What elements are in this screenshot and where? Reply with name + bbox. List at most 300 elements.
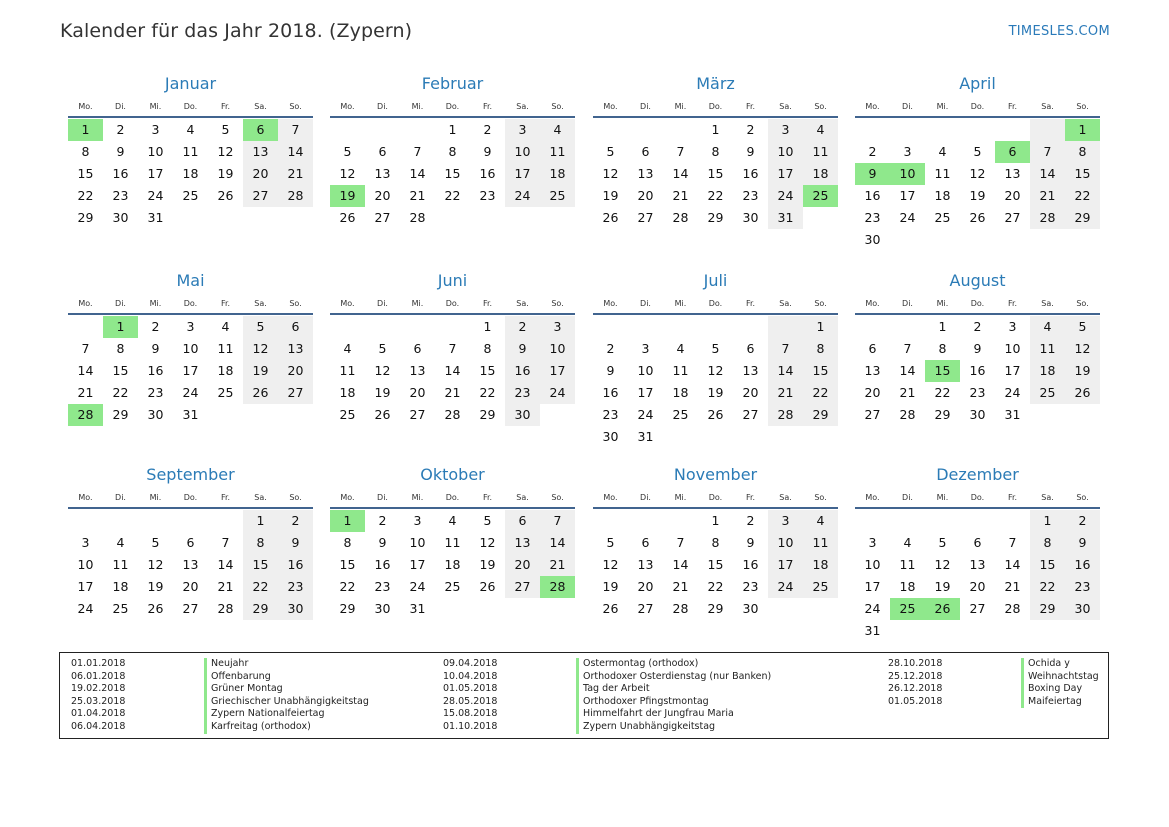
- empty-day-cell: [698, 316, 733, 338]
- day-cell: 25: [1030, 382, 1065, 404]
- empty-day-cell: [995, 229, 1030, 251]
- day-cell: 24: [768, 185, 803, 207]
- weekday-label: So.: [1076, 492, 1089, 502]
- day-cell: 19: [217, 166, 234, 181]
- day-cell: 17: [147, 166, 164, 181]
- day-cell: 3: [413, 513, 422, 528]
- weekday-label: Do.: [445, 298, 460, 308]
- empty-day-cell: [208, 510, 243, 532]
- day-cell: 6: [505, 510, 540, 532]
- week-row: [593, 554, 838, 576]
- day-cell: 17: [505, 163, 540, 185]
- empty-day-cell: [470, 598, 505, 620]
- empty-day-cell: [593, 316, 628, 338]
- day-cell: 13: [637, 166, 654, 181]
- day-cell: 16: [969, 363, 986, 378]
- empty-day-cell: [1065, 404, 1100, 426]
- day-cell: 14: [278, 141, 313, 163]
- day-cell: 31: [1004, 407, 1021, 422]
- day-cell: 2: [378, 513, 387, 528]
- day-cell: 14: [409, 166, 426, 181]
- weekday-label: Di.: [115, 101, 126, 111]
- weekday-label: Mo.: [603, 101, 618, 111]
- day-cell: 10: [890, 163, 925, 185]
- day-cell: 10: [77, 557, 94, 572]
- day-cell: 4: [116, 535, 125, 550]
- empty-day-cell: [960, 229, 995, 251]
- weekday-label: Di.: [902, 298, 913, 308]
- day-cell: 31: [768, 207, 803, 229]
- holiday-date: 15.08.2018: [443, 708, 498, 720]
- month-title: September: [146, 465, 235, 484]
- week-row: [68, 338, 313, 360]
- day-cell: 12: [1065, 338, 1100, 360]
- legend-row: [443, 721, 771, 734]
- weekday-label: Do.: [970, 101, 985, 111]
- week-row: [593, 163, 838, 185]
- day-cell: 17: [637, 385, 654, 400]
- day-cell: 13: [278, 338, 313, 360]
- weekday-label: Mo.: [340, 101, 355, 111]
- day-cell: 14: [444, 363, 461, 378]
- weekday-label: Mi.: [674, 298, 687, 308]
- day-cell: 6: [243, 119, 278, 141]
- weekday-label: Sa.: [516, 492, 529, 502]
- empty-day-cell: [698, 426, 733, 448]
- holiday-name: Ochida y: [1021, 658, 1070, 671]
- day-cell: 16: [864, 188, 881, 203]
- weekday-label: Fr.: [1007, 101, 1018, 111]
- empty-day-cell: [855, 510, 890, 532]
- day-cell: 8: [483, 341, 492, 356]
- day-cell: 15: [112, 363, 129, 378]
- day-cell: 1: [103, 316, 138, 338]
- day-cell: 10: [768, 532, 803, 554]
- week-row: [330, 510, 575, 532]
- day-cell: 5: [151, 535, 160, 550]
- day-cell: 15: [925, 360, 960, 382]
- week-row: [855, 207, 1100, 229]
- weekday-label: Sa.: [254, 492, 267, 502]
- day-cell: 2: [505, 316, 540, 338]
- day-cell: 21: [1004, 579, 1021, 594]
- day-cell: 21: [1030, 185, 1065, 207]
- empty-day-cell: [995, 119, 1030, 141]
- month-title: Juli: [703, 271, 728, 290]
- day-cell: 30: [742, 210, 759, 225]
- holiday-date: 28.05.2018: [443, 695, 498, 707]
- day-cell: 26: [243, 382, 278, 404]
- day-cell: 24: [77, 601, 94, 616]
- holiday-name: Orthodoxer Pfingstmontag: [576, 696, 709, 709]
- weekday-label: Mi.: [411, 492, 424, 502]
- empty-day-cell: [435, 316, 470, 338]
- week-row: [593, 576, 838, 598]
- day-cell: 17: [899, 188, 916, 203]
- week-row: [593, 598, 838, 620]
- day-cell: 19: [602, 579, 619, 594]
- legend-row: [71, 658, 369, 671]
- day-cell: 12: [602, 166, 619, 181]
- day-cell: 30: [505, 404, 540, 426]
- empty-day-cell: [278, 404, 313, 426]
- day-cell: 6: [746, 341, 755, 356]
- day-cell: 16: [479, 166, 496, 181]
- weekday-header: [855, 295, 1100, 311]
- day-cell: 15: [1065, 163, 1100, 185]
- day-cell: 9: [973, 341, 982, 356]
- weekday-label: Sa.: [516, 298, 529, 308]
- brand-link[interactable]: TIMESLES.COM: [1008, 24, 1110, 39]
- day-cell: 24: [409, 579, 426, 594]
- day-cell: 10: [182, 341, 199, 356]
- day-cell: 12: [147, 557, 164, 572]
- empty-day-cell: [768, 598, 803, 620]
- day-cell: 13: [409, 363, 426, 378]
- month-title: November: [673, 465, 758, 484]
- empty-day-cell: [505, 207, 540, 229]
- week-row: [330, 532, 575, 554]
- day-cell: 25: [217, 385, 234, 400]
- day-cell: 28: [1030, 207, 1065, 229]
- weekday-label: Di.: [115, 298, 126, 308]
- day-cell: 17: [540, 360, 575, 382]
- day-cell: 14: [672, 557, 689, 572]
- week-row: [855, 404, 1100, 426]
- weekday-label: Sa.: [779, 101, 792, 111]
- month-12: [855, 463, 1100, 642]
- day-cell: 29: [479, 407, 496, 422]
- empty-day-cell: [890, 510, 925, 532]
- week-row: [855, 532, 1100, 554]
- day-cell: 18: [803, 163, 838, 185]
- empty-day-cell: [663, 119, 698, 141]
- day-cell: 26: [602, 601, 619, 616]
- day-cell: 8: [81, 144, 90, 159]
- week-row: [855, 554, 1100, 576]
- day-cell: 11: [1030, 338, 1065, 360]
- weekday-label: Di.: [640, 298, 651, 308]
- day-cell: 24: [864, 601, 881, 616]
- weekday-label: Do.: [445, 101, 460, 111]
- legend-row: [888, 671, 1099, 684]
- week-row: [68, 554, 313, 576]
- month-7: [593, 269, 838, 448]
- weekday-header: [330, 98, 575, 114]
- day-cell: 12: [934, 557, 951, 572]
- day-cell: 3: [505, 119, 540, 141]
- empty-day-cell: [803, 207, 838, 229]
- weekday-label: So.: [1076, 101, 1089, 111]
- day-cell: 6: [641, 144, 650, 159]
- weekday-header: [68, 98, 313, 114]
- day-cell: 21: [409, 188, 426, 203]
- day-cell: 11: [803, 532, 838, 554]
- day-cell: 10: [147, 144, 164, 159]
- empty-day-cell: [243, 404, 278, 426]
- day-cell: 6: [641, 535, 650, 550]
- day-cell: 5: [221, 122, 230, 137]
- holiday-date: 26.12.2018: [888, 683, 943, 695]
- day-cell: 8: [1065, 141, 1100, 163]
- day-cell: 4: [803, 119, 838, 141]
- day-cell: 15: [1030, 554, 1065, 576]
- day-cell: 29: [1030, 598, 1065, 620]
- holiday-date: 01.05.2018: [443, 683, 498, 695]
- day-cell: 11: [934, 166, 951, 181]
- month-10: [330, 463, 575, 620]
- week-row: [593, 141, 838, 163]
- day-cell: 4: [540, 119, 575, 141]
- day-cell: 1: [711, 513, 720, 528]
- day-cell: 18: [934, 188, 951, 203]
- day-cell: 23: [505, 382, 540, 404]
- day-cell: 9: [746, 144, 755, 159]
- day-cell: 14: [217, 557, 234, 572]
- week-row: [593, 510, 838, 532]
- day-cell: 5: [711, 341, 720, 356]
- weekday-label: Do.: [183, 101, 198, 111]
- weekday-label: Sa.: [254, 101, 267, 111]
- week-row: [855, 185, 1100, 207]
- day-cell: 1: [1030, 510, 1065, 532]
- week-row: [68, 360, 313, 382]
- empty-day-cell: [995, 620, 1030, 642]
- holiday-name: Zypern Nationalfeiertag: [204, 708, 325, 721]
- empty-day-cell: [1065, 620, 1100, 642]
- holiday-name: Maifeiertag: [1021, 696, 1082, 709]
- weekday-label: Mi.: [149, 492, 162, 502]
- day-cell: 20: [864, 385, 881, 400]
- day-cell: 27: [374, 210, 391, 225]
- day-cell: 27: [243, 185, 278, 207]
- legend-row: [71, 683, 369, 696]
- day-cell: 27: [505, 576, 540, 598]
- weekday-label: Fr.: [482, 101, 493, 111]
- week-row: [330, 598, 575, 620]
- day-cell: 13: [505, 532, 540, 554]
- weekday-label: Do.: [970, 298, 985, 308]
- empty-day-cell: [733, 426, 768, 448]
- day-cell: 27: [409, 407, 426, 422]
- day-cell: 17: [409, 557, 426, 572]
- weekday-label: Mi.: [149, 101, 162, 111]
- weekday-label: Di.: [902, 101, 913, 111]
- day-cell: 31: [409, 601, 426, 616]
- weekday-label: Sa.: [1041, 298, 1054, 308]
- day-cell: 15: [339, 557, 356, 572]
- day-cell: 23: [602, 407, 619, 422]
- day-cell: 4: [938, 144, 947, 159]
- day-cell: 19: [602, 188, 619, 203]
- header-rule: [330, 116, 575, 118]
- week-row: [68, 532, 313, 554]
- empty-day-cell: [960, 620, 995, 642]
- day-cell: 21: [217, 579, 234, 594]
- weekday-label: Fr.: [745, 492, 756, 502]
- day-cell: 20: [637, 579, 654, 594]
- day-cell: 29: [707, 601, 724, 616]
- day-cell: 18: [112, 579, 129, 594]
- day-cell: 22: [77, 188, 94, 203]
- day-cell: 2: [1065, 510, 1100, 532]
- day-cell: 5: [343, 144, 352, 159]
- month-4: [855, 72, 1100, 251]
- empty-day-cell: [628, 316, 663, 338]
- empty-day-cell: [733, 316, 768, 338]
- day-cell: 19: [1065, 360, 1100, 382]
- day-cell: 8: [803, 338, 838, 360]
- weekday-label: Fr.: [745, 298, 756, 308]
- day-cell: 18: [217, 363, 234, 378]
- day-cell: 29: [803, 404, 838, 426]
- day-cell: 30: [1065, 598, 1100, 620]
- month-title: März: [696, 74, 735, 93]
- empty-day-cell: [103, 510, 138, 532]
- empty-day-cell: [330, 316, 365, 338]
- weekday-label: Sa.: [1041, 101, 1054, 111]
- weekday-label: So.: [814, 101, 827, 111]
- day-cell: 4: [903, 535, 912, 550]
- holiday-name: Weihnachtstag: [1021, 671, 1099, 684]
- empty-day-cell: [173, 207, 208, 229]
- day-cell: 20: [182, 579, 199, 594]
- weekday-label: Mo.: [865, 492, 880, 502]
- holiday-name: Boxing Day: [1021, 683, 1082, 696]
- day-cell: 7: [221, 535, 230, 550]
- weekday-label: Fr.: [1007, 298, 1018, 308]
- day-cell: 19: [479, 557, 496, 572]
- day-cell: 25: [890, 598, 925, 620]
- day-cell: 15: [803, 360, 838, 382]
- day-cell: 26: [479, 579, 496, 594]
- week-row: [68, 576, 313, 598]
- weekday-header: [593, 489, 838, 505]
- day-cell: 1: [938, 319, 947, 334]
- day-cell: 5: [378, 341, 387, 356]
- day-cell: 7: [448, 341, 457, 356]
- day-cell: 19: [243, 360, 278, 382]
- day-cell: 3: [641, 341, 650, 356]
- day-cell: 24: [899, 210, 916, 225]
- day-cell: 3: [868, 535, 877, 550]
- empty-day-cell: [663, 426, 698, 448]
- day-cell: 14: [540, 532, 575, 554]
- empty-day-cell: [855, 316, 890, 338]
- weekday-label: Mo.: [603, 298, 618, 308]
- week-row: [330, 360, 575, 382]
- day-cell: 1: [483, 319, 492, 334]
- week-row: [593, 119, 838, 141]
- day-cell: 16: [112, 166, 129, 181]
- day-cell: 9: [378, 535, 387, 550]
- holiday-date: 01.01.2018: [71, 658, 126, 669]
- week-row: [855, 229, 1100, 251]
- day-cell: 18: [672, 385, 689, 400]
- day-cell: 2: [973, 319, 982, 334]
- weekday-label: Mo.: [603, 492, 618, 502]
- legend-row: [443, 671, 771, 684]
- day-cell: 7: [903, 341, 912, 356]
- day-cell: 28: [1004, 601, 1021, 616]
- day-cell: 16: [742, 557, 759, 572]
- day-cell: 9: [606, 363, 615, 378]
- day-cell: 20: [969, 579, 986, 594]
- day-cell: 26: [1065, 382, 1100, 404]
- day-cell: 7: [413, 144, 422, 159]
- day-cell: 15: [77, 166, 94, 181]
- day-cell: 20: [1004, 188, 1021, 203]
- day-cell: 19: [147, 579, 164, 594]
- weekday-label: Di.: [640, 101, 651, 111]
- day-cell: 22: [243, 576, 278, 598]
- weekday-label: Mi.: [411, 101, 424, 111]
- empty-day-cell: [925, 119, 960, 141]
- day-cell: 5: [973, 144, 982, 159]
- day-cell: 17: [77, 579, 94, 594]
- header-rule: [330, 507, 575, 509]
- weekday-header: [855, 98, 1100, 114]
- day-cell: 13: [182, 557, 199, 572]
- day-cell: 25: [112, 601, 129, 616]
- weekday-label: So.: [551, 101, 564, 111]
- day-cell: 25: [934, 210, 951, 225]
- day-cell: 15: [707, 166, 724, 181]
- day-cell: 19: [934, 579, 951, 594]
- day-cell: 11: [112, 557, 129, 572]
- day-cell: 27: [278, 382, 313, 404]
- day-cell: 9: [151, 341, 160, 356]
- day-cell: 12: [217, 144, 234, 159]
- week-row: [330, 316, 575, 338]
- day-cell: 11: [803, 141, 838, 163]
- day-cell: 23: [742, 579, 759, 594]
- day-cell: 13: [969, 557, 986, 572]
- week-row: [68, 141, 313, 163]
- day-cell: 12: [243, 338, 278, 360]
- weekday-label: Fr.: [1007, 492, 1018, 502]
- day-cell: 26: [374, 407, 391, 422]
- day-cell: 9: [505, 338, 540, 360]
- weekday-label: Sa.: [779, 492, 792, 502]
- day-cell: 14: [768, 360, 803, 382]
- empty-day-cell: [890, 119, 925, 141]
- empty-day-cell: [890, 229, 925, 251]
- holiday-date: 06.01.2018: [71, 670, 126, 682]
- empty-day-cell: [995, 510, 1030, 532]
- day-cell: 31: [864, 623, 881, 638]
- weekday-label: Di.: [640, 492, 651, 502]
- weekday-label: Mi.: [411, 298, 424, 308]
- weekday-label: So.: [289, 492, 302, 502]
- header-rule: [855, 116, 1100, 118]
- weekday-label: So.: [289, 298, 302, 308]
- day-cell: 27: [864, 407, 881, 422]
- week-row: [593, 316, 838, 338]
- week-row: [855, 163, 1100, 185]
- day-cell: 16: [742, 166, 759, 181]
- day-cell: 25: [444, 579, 461, 594]
- holiday-name: Karfreitag (orthodox): [204, 721, 311, 734]
- day-cell: 11: [339, 363, 356, 378]
- month-title: Dezember: [936, 465, 1019, 484]
- day-cell: 25: [182, 188, 199, 203]
- holiday-name: Offenbarung: [204, 671, 271, 684]
- legend-column: [888, 658, 1099, 708]
- day-cell: 4: [1030, 316, 1065, 338]
- week-row: [68, 185, 313, 207]
- day-cell: 16: [278, 554, 313, 576]
